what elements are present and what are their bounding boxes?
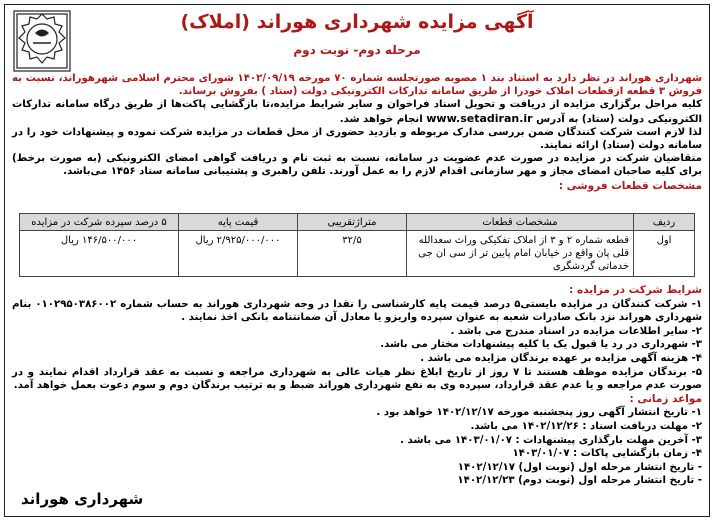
municipality-logo: [11, 8, 73, 74]
col-header-description: مشخصات قطعات: [407, 214, 634, 231]
page-title: آگهی مزایده شهرداری هوراند (املاک): [180, 11, 534, 33]
items-section-title: مشخصات قطعات فروشی :: [558, 179, 702, 192]
date-item: ۲- مهلت دریافت اسناد : ۱۴۰۲/۱۲/۲۶ می باشد.: [470, 420, 702, 432]
conditions-block: [12, 283, 702, 488]
col-header-base-price: قیمت پایه: [179, 214, 298, 231]
header: [5, 5, 709, 69]
conditions-title: شرایط شرکت در مزایده :: [569, 284, 702, 296]
intro-red-line: شهرداری هوراند در نظر دارد به استناد بند ۱ مصوبه صورتجلسه شماره ۷۰ مورخه ۱۴۰۲/۰۹/۱۹ شورای محترم اسلامی شهرهوراند، نسبت به فروش ۳ قطعه ازقطعات املاک خودرا از طریق سامانه تدارکات الکترونیکی دولت (ستاد ) بفروش برساند.: [12, 73, 702, 98]
condition-item: ۲- سایر اطلاعات مزایده در اسناد مندرج می باشد .: [450, 325, 702, 337]
signature: شهرداری هوراند: [21, 490, 144, 508]
intro-line-2b: انجام خواهد شد.: [339, 113, 423, 125]
condition-item: ۵- برندگان مزایده موظف هستند تا ۷ روز از تاریخ ابلاغ نظر هیات عالی به شهرداری مراجعه و نسبت به عقد قرارداد اقدام نمایند و در صورت عدم مراجعه و یا عدم عقد قرارداد، سپرده وی به نفع شهرداری هوراند ضبط و به ترتیب برندگان دوم و سوم دعوت بعمل خواهد آمد.: [12, 366, 702, 392]
cell-area: ۳۲/۵: [298, 231, 407, 277]
intro-line-4: متقاضیان شرکت در مزایده در صورت عدم عضویت در سامانه، نسبت به ثبت نام و دریافت گواهی امضای الکترونیکی (به صورت برخط) برای کلیه صاحبان امضای مجاز و مهر سازمانی اقدام لازم را به عمل آورند. تلفن راهبری و پشتیبانی سامانه ستاد ۱۴۵۶ می‌باشد.: [12, 153, 702, 178]
date-item: - تاریخ انتشار مرحله اول (نوبت دوم) ۱۴۰۲/۱۲/۲۳: [457, 475, 702, 487]
intro-text: [12, 72, 702, 193]
date-item: ۴- زمان بازگشایی پاکات : ۱۴۰۳/۰۱/۰۷: [512, 448, 702, 460]
parcels-table: [19, 213, 695, 277]
col-header-area: متراژتقریبی: [298, 214, 407, 231]
table-header-row: [20, 214, 695, 231]
dates-title: مواعد زمانی :: [629, 392, 702, 405]
cell-row-number: اول: [634, 231, 695, 277]
date-item: ۳- آخرین مهلت بارگذاری پیشنهادات : ۱۴۰۳/۰۱/۰۷ می باشد .: [400, 434, 702, 446]
setad-link[interactable]: www.setadiran.ir: [426, 111, 533, 125]
table-row: [20, 231, 695, 277]
cell-base-price: ۲/۹۲۵/۰۰۰/۰۰۰ ریال: [179, 231, 298, 277]
intro-line-2: [12, 98, 702, 125]
condition-item: ۱- شرکت کنندگان در مزایده بایستی۵ درصد قیمت پایه کارشناسی را نقدا در وجه شهرداری هوراند به حساب شماره ۰۱۰۲۹۵۰۳۸۶۰۰۲ بنام شهرداری هوراند نزد بانک صادرات شعبه به عنوان سپرده واریزو یا معادل آن ضمانتنامه بانکی اخذ نمایند .: [12, 298, 703, 324]
date-item: - تاریخ انتشار مرحله اول (نوبت اول) ۱۴۰۲/۱۲/۱۷: [457, 461, 702, 473]
date-item: ۱- تاریخ انتشار آگهی روز پنجشنبه مورخه ۱۴۰۲/۱۲/۱۷ خواهد بود .: [376, 407, 702, 419]
col-header-row: ردیف: [634, 214, 695, 231]
condition-item: ۳- شهرداری در رد یا قبول یک یا کلیه پیشنهادات مختار می باشد.: [380, 339, 702, 351]
condition-item: ۴- هزینه آگهی مزایده بر عهده برندگان مزایده می باشد .: [420, 352, 702, 364]
page-subtitle: مرحله دوم- نوبت دوم: [293, 43, 421, 57]
col-header-deposit: ۵ درصد سپرده شرکت در مزایده: [20, 214, 179, 231]
cell-deposit: ۱۴۶/۵۰۰/۰۰۰ ریال: [20, 231, 179, 277]
advertisement-page: [4, 4, 710, 517]
intro-line-3: لذا لازم است شرکت کنندگان ضمن بررسی مدارک مربوطه و بازدید حضوری از محل قطعات در مزایده شرکت نموده و پیشنهادات خود را در سامانه دولت (ستاد) ارائه نمایند.: [12, 126, 702, 152]
cell-description: قطعه شماره ۲ و ۳ از املاک تفکیکی وراث سعدالله قلی پان واقع در خیابان امام پایین تر از سی ان جی خدماتی گردشگری: [407, 231, 634, 277]
intro-line-2a: کلیه مراحل برگزاری مزایده از دریافت و تحویل اسناد فراخوان و سایر شرایط مزایده،تا بازگشایی پاکت‌ها از طریق درگاه سامانه تدارکات الکترونیکی دولت (ستاد) به آدرس: [12, 99, 702, 125]
